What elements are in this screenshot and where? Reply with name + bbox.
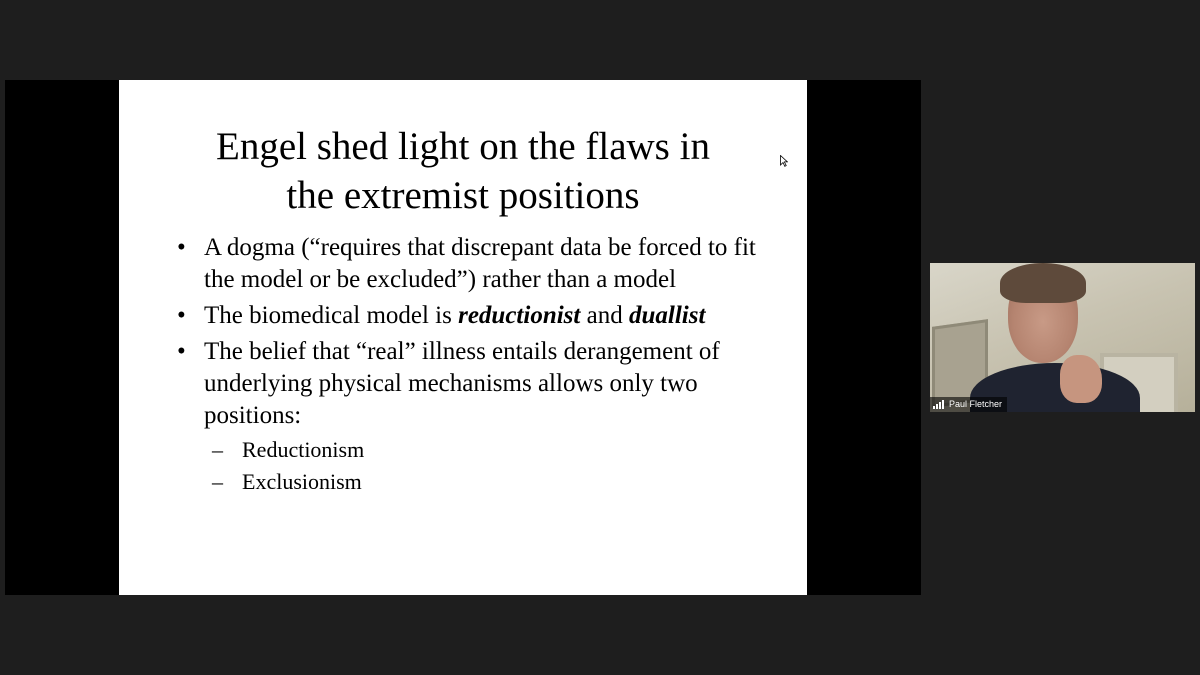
bullet-list <box>177 232 757 502</box>
participant-name-label <box>930 397 1007 412</box>
bullet-text: The belief that “real” illness entails derangement of underlying physical mechanisms allows only two positions: <box>204 338 720 429</box>
mouse-pointer-icon <box>780 155 788 167</box>
slide-title-line-1: Engel shed light on the flaws in <box>216 125 710 168</box>
slide-title <box>119 122 807 220</box>
bullet-item <box>177 336 757 498</box>
presentation-slide <box>119 80 807 595</box>
bullet-mark: • <box>177 338 186 365</box>
signal-strength-icon <box>933 400 945 409</box>
participant-video-tile[interactable] <box>930 263 1195 412</box>
sub-bullet-mark: – <box>212 469 223 494</box>
participant-hair <box>1000 263 1086 303</box>
sub-bullet-mark: – <box>212 437 223 462</box>
bullet-mark: • <box>177 302 186 329</box>
participant-hand <box>1060 355 1102 403</box>
slide-title-line-2: the extremist positions <box>286 174 640 217</box>
bullet-mark: • <box>177 234 186 261</box>
sub-bullet-item <box>212 466 757 498</box>
sub-bullet-item <box>212 434 757 466</box>
bullet-text: A dogma (“requires that discrepant data be forced to fit the model or be excluded”) rather than a model <box>204 234 756 293</box>
bullet-text: and <box>580 302 629 329</box>
emphasis-text: reductionist <box>458 302 581 329</box>
bullet-text: The biomedical model is <box>204 302 459 329</box>
emphasis-text: duallist <box>628 302 706 329</box>
screen-share-area <box>5 80 921 595</box>
sub-bullet-list <box>204 434 757 498</box>
sub-bullet-text: Exclusionism <box>242 469 362 494</box>
bullet-item <box>177 300 757 332</box>
sub-bullet-text: Reductionism <box>242 437 365 462</box>
participant-name: Paul Fletcher <box>949 399 1003 409</box>
bullet-item <box>177 232 757 296</box>
